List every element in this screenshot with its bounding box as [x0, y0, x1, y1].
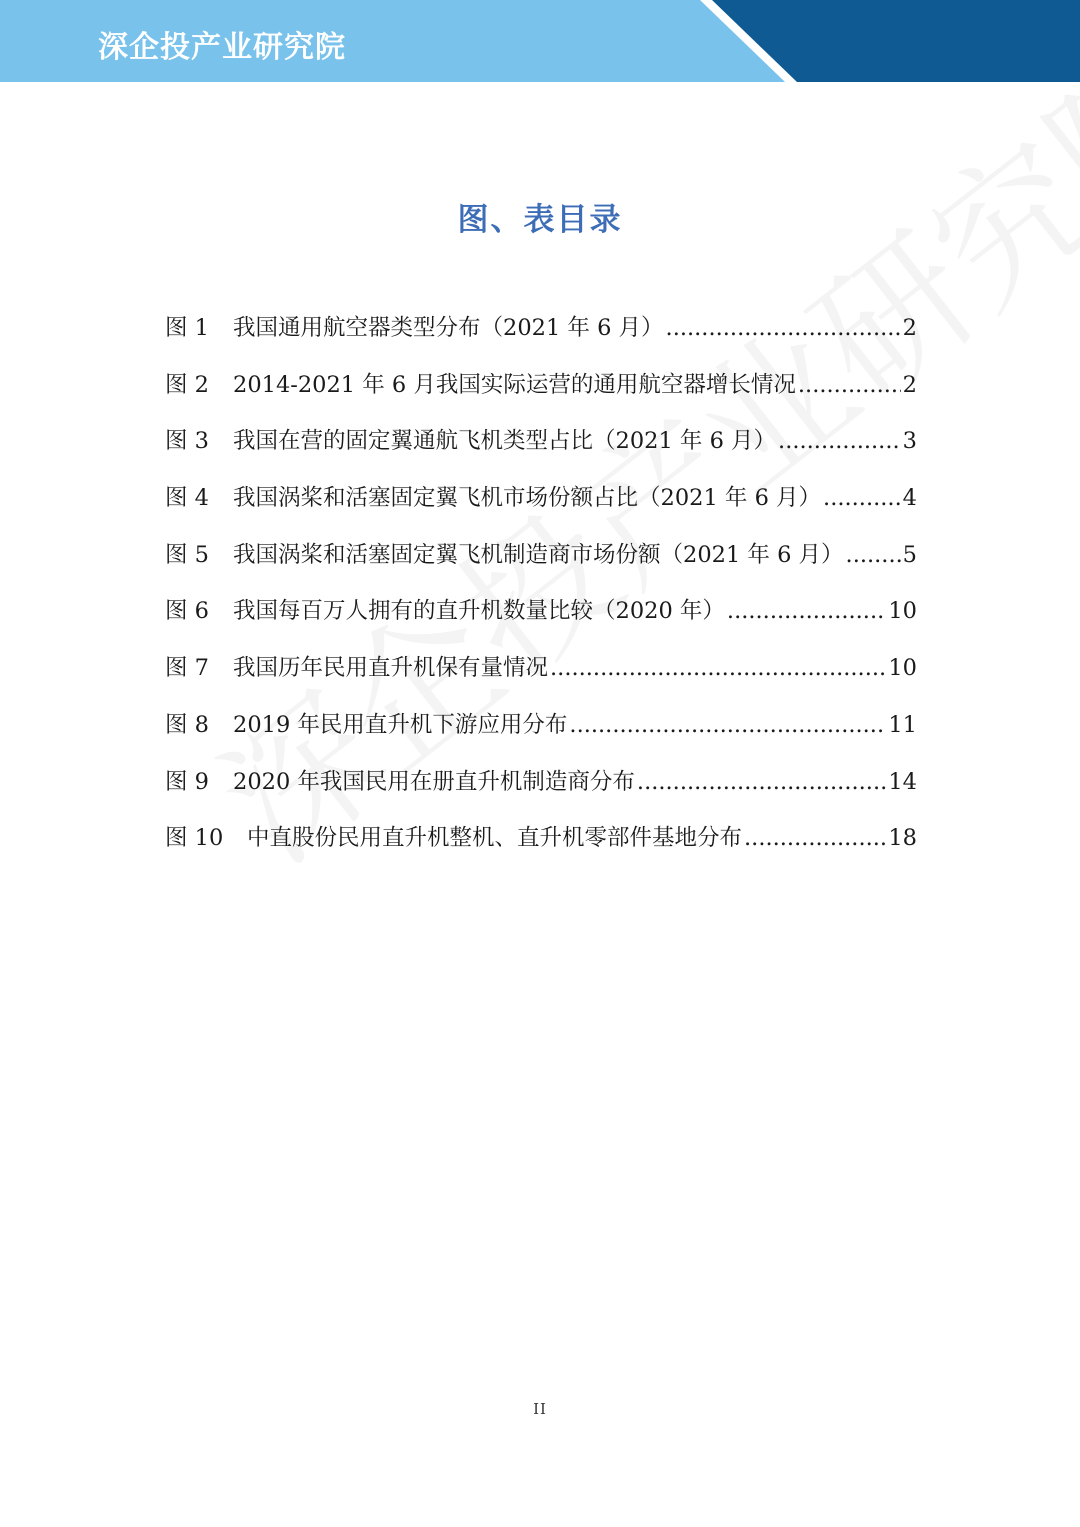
toc-entry[interactable] [165, 703, 917, 760]
toc-figure-label: 图 5 [165, 541, 209, 568]
toc-figure-label: 图 3 [165, 428, 209, 455]
toc-entry-title: 2014-2021 年 6 月我国实际运营的通用航空器增长情况 [233, 371, 796, 398]
toc-page-number: 10 [888, 598, 917, 625]
toc-list [165, 306, 917, 873]
toc-entry[interactable] [165, 646, 917, 703]
toc-entry[interactable] [165, 816, 917, 873]
toc-entry-title: 我国在营的固定翼通航飞机类型占比（2021 年 6 月） [233, 428, 777, 455]
toc-figure-label: 图 4 [165, 485, 209, 512]
toc-entry[interactable] [165, 533, 917, 590]
toc-figure-label: 图 8 [165, 711, 209, 738]
toc-figure-label: 图 6 [165, 598, 209, 625]
toc-page-number: 14 [888, 768, 917, 795]
toc-leader-dots [637, 760, 886, 804]
brand-name: 深企投产业研究院 [98, 30, 346, 65]
page-title: 图、表目录 [457, 202, 623, 238]
toc-entry[interactable] [165, 363, 917, 420]
toc-figure-label: 图 7 [165, 655, 209, 682]
page-number-footer: II [533, 1400, 547, 1418]
toc-leader-dots [778, 419, 901, 463]
toc-entry[interactable] [165, 306, 917, 363]
toc-leader-dots [550, 646, 886, 690]
toc-entry-title: 我国通用航空器类型分布（2021 年 6 月） [233, 315, 664, 341]
toc-page-number: 5 [902, 541, 917, 568]
toc-leader-dots [744, 816, 886, 860]
toc-figure-label: 图 1 [165, 315, 209, 341]
toc-entry-title: 我国每百万人拥有的直升机数量比较（2020 年） [233, 598, 725, 625]
toc-page-number: 18 [888, 825, 917, 852]
toc-page-number: 2 [902, 371, 917, 398]
toc-leader-dots [666, 306, 901, 350]
toc-leader-dots [798, 363, 901, 407]
toc-entry-title: 我国涡桨和活塞固定翼飞机制造商市场份额（2021 年 6 月） [233, 541, 844, 568]
toc-page-number: 11 [888, 711, 917, 738]
toc-entry-title: 我国历年民用直升机保有量情况 [233, 655, 549, 682]
toc-entry[interactable] [165, 419, 917, 476]
toc-entry-title: 2020 年我国民用在册直升机制造商分布 [233, 768, 635, 795]
toc-page-number: 2 [902, 315, 917, 341]
toc-leader-dots [727, 589, 886, 633]
toc-figure-label: 图 10 [165, 825, 224, 852]
toc-page-number: 4 [902, 485, 917, 512]
toc-entry[interactable] [165, 589, 917, 646]
toc-entry-title: 2019 年民用直升机下游应用分布 [233, 711, 568, 738]
toc-page-number: 10 [888, 655, 917, 682]
toc-entry-title: 我国涡桨和活塞固定翼飞机市场份额占比（2021 年 6 月） [233, 485, 822, 512]
toc-entry[interactable] [165, 760, 917, 817]
toc-entry[interactable] [165, 476, 917, 533]
toc-leader-dots [569, 703, 886, 747]
toc-leader-dots [823, 476, 901, 520]
toc-page-number: 3 [902, 428, 917, 455]
toc-entry-title: 中直股份民用直升机整机、直升机零部件基地分布 [247, 825, 743, 852]
toc-figure-label: 图 2 [165, 371, 209, 398]
toc-figure-label: 图 9 [165, 768, 209, 795]
toc-leader-dots [846, 533, 901, 577]
header-band [0, 0, 1080, 82]
